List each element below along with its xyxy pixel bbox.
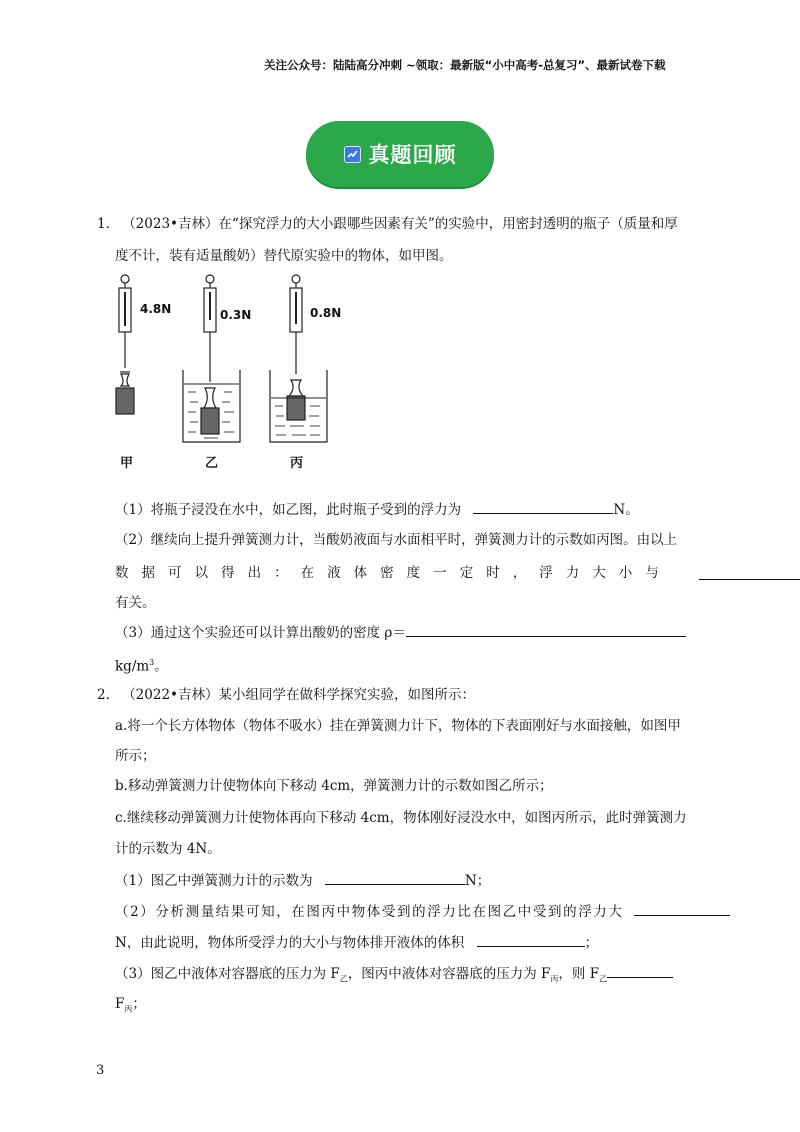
q1-number: 1. xyxy=(97,216,110,232)
q2-part1-answer-blank[interactable] xyxy=(325,870,465,885)
q1-part2-line2-char: 小 xyxy=(618,565,633,581)
q2-part1-unit: N； xyxy=(464,873,491,889)
q2-part3-sub1: 乙 xyxy=(339,974,348,984)
q1-figure xyxy=(100,270,360,470)
figure-label-a: 甲 xyxy=(120,456,134,471)
q1-intro-text: （2023•吉林）在“探究浮力的大小跟哪些因素有关”的实验中，用密封透明的瓶子（质量和厚 xyxy=(122,216,678,232)
q1-part2-line2-char: 浮 xyxy=(539,565,553,581)
q2-part3-line1 xyxy=(115,963,673,990)
q2-part3-end: ； xyxy=(132,996,146,1012)
q2-part2-line2 xyxy=(115,932,598,953)
q2-number: 2. xyxy=(97,687,110,703)
q1-part2-line2 xyxy=(115,563,800,583)
q1-part2-line2-char: 大 xyxy=(592,565,606,581)
q2-step-a-line1: a.将一个长方体物体（物体不吸水）挂在弹簧测力计下，物体的下表面刚好与水面接触，如图甲 xyxy=(115,718,681,734)
q2-part3-text-a: （3）图乙中液体对容器底的压力为 F xyxy=(115,966,340,982)
q2-step-c-line2: 计的示数为 4N。 xyxy=(115,841,221,857)
page-number: 3 xyxy=(96,1063,105,1078)
q1-part2-line2-char: 密 xyxy=(380,565,394,581)
q1-part2-line2-char: 体 xyxy=(353,565,368,581)
section-banner xyxy=(306,121,494,187)
q2-part2-end: ； xyxy=(584,935,599,951)
scale-reading-b: 0.3N xyxy=(220,308,252,322)
q2-part3-text-b: ，图丙中液体对容器底的压力为 F xyxy=(347,966,551,982)
q1-part1-answer-blank[interactable] xyxy=(473,499,613,514)
q2-part1 xyxy=(115,870,490,891)
q2-part2-line1 xyxy=(115,901,730,922)
header-promo-note: 关注公众号：陆陆高分冲刺 ~领取：最新版“小中高考-总复习”、最新试卷下载 xyxy=(264,58,666,72)
q1-part1 xyxy=(115,499,639,520)
q2-part1-text: （1）图乙中弹簧测力计的示数为 xyxy=(115,873,313,889)
q2-step-c-line1: c.继续移动弹簧测力计使物体再向下移动 4cm，物体刚好浸没水中，如图丙所示，此时弹簧测力 xyxy=(115,810,687,826)
q1-part2-line2-char: 以 xyxy=(194,565,209,581)
q1-part2-line2-char: 度 xyxy=(406,565,421,581)
q2-part3-sub2: 丙 xyxy=(550,974,559,984)
q1-part2-line3: 有关。 xyxy=(115,595,156,611)
spring-scale-diagram xyxy=(100,270,360,470)
q2-part2-answer-blank-1[interactable] xyxy=(634,901,730,916)
section-title: 真题回顾 xyxy=(368,143,457,167)
q1-part2-line2-char: 一 xyxy=(433,565,447,581)
q1-part2-answer-blank[interactable] xyxy=(699,565,800,580)
q1-part2-line2-char: 液 xyxy=(327,565,341,581)
q2-part3-sub3: 乙 xyxy=(599,974,608,984)
q1-part1-text: （1）将瓶子浸没在水中，如乙图，此时瓶子受到的浮力为 xyxy=(115,502,462,518)
q1-part2-line2-char: 与 xyxy=(645,565,659,581)
q1-part2-line2-char: 在 xyxy=(300,565,315,581)
q1-intro-line1 xyxy=(97,214,678,234)
q1-part2-line2-text xyxy=(115,563,659,583)
q1-part3-line2 xyxy=(115,653,168,677)
q1-part2-line1: （2）继续向上提升弹簧测力计，当酸奶液面与水面相平时，弹簧测力计的示数如丙图。由以上 xyxy=(115,532,678,548)
q1-intro-line2: 度不计，装有适量酸奶）替代原实验中的物体，如甲图。 xyxy=(115,248,453,264)
q1-part3-end: 。 xyxy=(154,658,168,675)
q1-part2-line2-char: 力 xyxy=(565,565,580,581)
q2-part3-sub4: 丙 xyxy=(124,1004,133,1014)
q2-part3-text-d: F xyxy=(115,996,125,1012)
q1-part3-line1 xyxy=(115,622,686,643)
q2-part2-text-2: N，由此说明，物体所受浮力的大小与物体排开液体的体积 xyxy=(115,935,465,951)
q1-part2-line2-char: 得 xyxy=(221,565,235,581)
q2-step-b: b.移动弹簧测力计使物体向下移动 4cm，弹簧测力计的示数如图乙所示； xyxy=(115,778,553,794)
q2-part2-text: （2）分析测量结果可知，在图丙中物体受到的浮力比在图乙中受到的浮力大 xyxy=(115,904,624,920)
q1-part3-answer-blank[interactable] xyxy=(406,622,686,637)
q2-step-a-line2: 所示； xyxy=(115,748,156,764)
q1-part2-line2-char: 可 xyxy=(168,565,182,581)
q2-intro xyxy=(97,685,475,705)
q1-part2-line2-char: ： xyxy=(274,565,288,581)
figure-label-b: 乙 xyxy=(205,456,219,471)
q1-part3-unit-sup: 3 xyxy=(149,658,155,667)
q1-part3-unit: kg/m xyxy=(115,658,150,675)
q1-part2-line2-char: 据 xyxy=(141,565,156,581)
q1-part2-line2-char: 数 xyxy=(115,565,129,581)
scale-reading-a: 4.8N xyxy=(140,302,172,316)
q1-part2-line2-char: ， xyxy=(512,565,527,581)
q2-part3-line2 xyxy=(115,994,146,1020)
chart-icon xyxy=(344,146,361,163)
q2-intro-text: （2022•吉林）某小组同学在做科学探究实验，如图所示： xyxy=(122,687,476,703)
q2-part2-answer-blank-2[interactable] xyxy=(477,932,585,947)
q1-part2-line2-char: 出 xyxy=(247,565,262,581)
q1-part2-line2-char: 定 xyxy=(459,565,474,581)
q1-part3-text: （3）通过这个实验还可以计算出酸奶的密度 ρ＝ xyxy=(115,625,406,641)
q1-part1-unit: N。 xyxy=(613,502,639,518)
q2-part3-answer-blank[interactable] xyxy=(607,963,673,978)
q2-part3-text-c: ，则 F xyxy=(558,966,600,982)
q1-part2-line2-char: 时 xyxy=(486,565,500,581)
scale-reading-c: 0.8N xyxy=(310,306,342,320)
figure-label-c: 丙 xyxy=(290,456,304,471)
